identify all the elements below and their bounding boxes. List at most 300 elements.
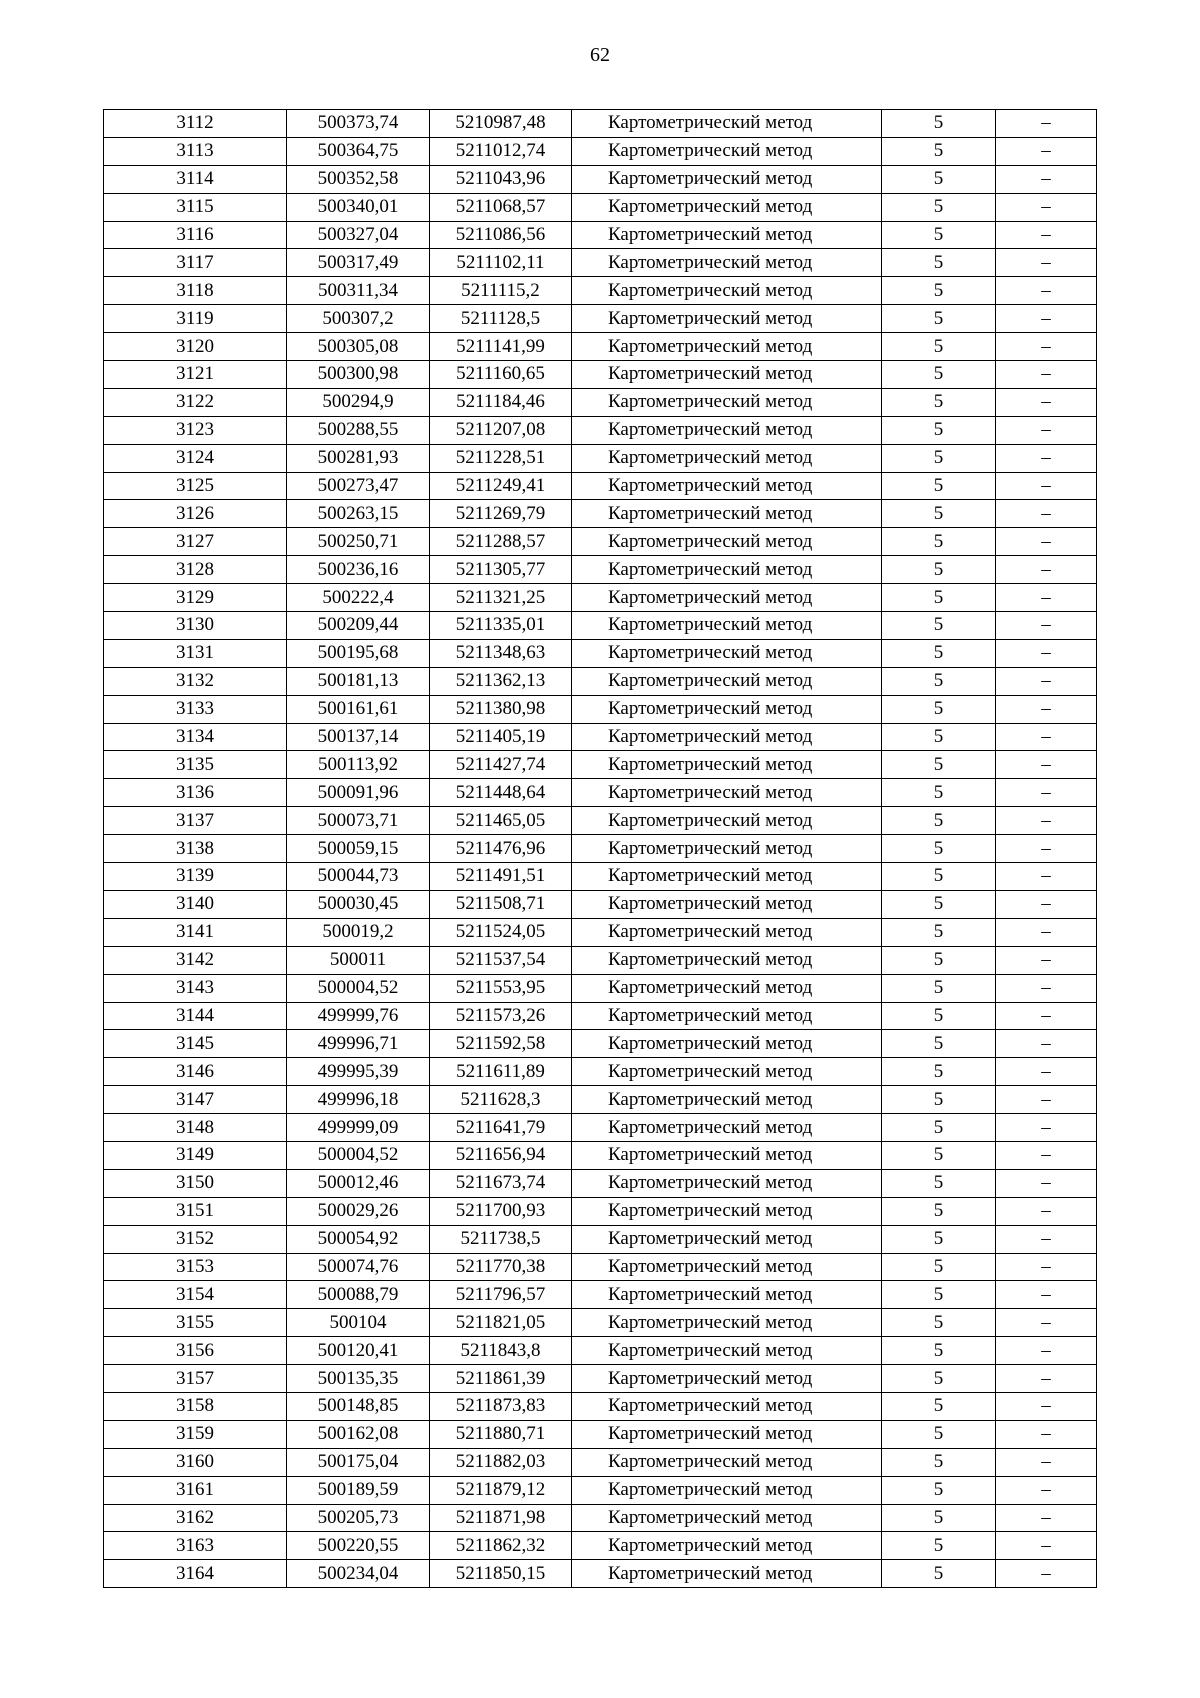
- accuracy-cell: 5: [882, 1532, 996, 1560]
- y-coordinate-cell: 5211882,03: [430, 1448, 572, 1476]
- point-number-cell: 3120: [104, 333, 287, 361]
- accuracy-cell: 5: [882, 974, 996, 1002]
- method-cell: Картометрический метод: [572, 388, 882, 416]
- note-cell: –: [996, 444, 1097, 472]
- method-cell: Картометрический метод: [572, 500, 882, 528]
- y-coordinate-cell: 5211068,57: [430, 193, 572, 221]
- note-cell: –: [996, 277, 1097, 305]
- note-cell: –: [996, 1197, 1097, 1225]
- accuracy-cell: 5: [882, 249, 996, 277]
- method-cell: Картометрический метод: [572, 472, 882, 500]
- x-coordinate-cell: 500263,15: [287, 500, 430, 528]
- method-cell: Картометрический метод: [572, 110, 882, 138]
- x-coordinate-cell: 500236,16: [287, 556, 430, 584]
- y-coordinate-cell: 5211850,15: [430, 1560, 572, 1588]
- point-number-cell: 3119: [104, 305, 287, 333]
- point-number-cell: 3138: [104, 835, 287, 863]
- y-coordinate-cell: 5211700,93: [430, 1197, 572, 1225]
- table-row: [104, 751, 1097, 779]
- note-cell: –: [996, 1086, 1097, 1114]
- note-cell: –: [996, 612, 1097, 640]
- note-cell: –: [996, 165, 1097, 193]
- accuracy-cell: 5: [882, 1420, 996, 1448]
- accuracy-cell: 5: [882, 444, 996, 472]
- accuracy-cell: 5: [882, 890, 996, 918]
- table-row: [104, 305, 1097, 333]
- y-coordinate-cell: 5211465,05: [430, 807, 572, 835]
- point-number-cell: 3143: [104, 974, 287, 1002]
- note-cell: –: [996, 1058, 1097, 1086]
- x-coordinate-cell: 500074,76: [287, 1253, 430, 1281]
- y-coordinate-cell: 5211770,38: [430, 1253, 572, 1281]
- note-cell: –: [996, 751, 1097, 779]
- x-coordinate-cell: 500162,08: [287, 1420, 430, 1448]
- method-cell: Картометрический метод: [572, 1169, 882, 1197]
- y-coordinate-cell: 5211628,3: [430, 1086, 572, 1114]
- point-number-cell: 3142: [104, 946, 287, 974]
- x-coordinate-cell: 500209,44: [287, 612, 430, 640]
- accuracy-cell: 5: [882, 472, 996, 500]
- method-cell: Картометрический метод: [572, 556, 882, 584]
- x-coordinate-cell: 500234,04: [287, 1560, 430, 1588]
- accuracy-cell: 5: [882, 863, 996, 891]
- x-coordinate-cell: 500373,74: [287, 110, 430, 138]
- x-coordinate-cell: 500004,52: [287, 974, 430, 1002]
- table-row: [104, 1365, 1097, 1393]
- table-row: [104, 612, 1097, 640]
- note-cell: –: [996, 863, 1097, 891]
- accuracy-cell: 5: [882, 779, 996, 807]
- y-coordinate-cell: 5211861,39: [430, 1365, 572, 1393]
- y-coordinate-cell: 5211228,51: [430, 444, 572, 472]
- accuracy-cell: 5: [882, 361, 996, 389]
- point-number-cell: 3137: [104, 807, 287, 835]
- table-row: [104, 667, 1097, 695]
- method-cell: Картометрический метод: [572, 974, 882, 1002]
- point-number-cell: 3134: [104, 723, 287, 751]
- y-coordinate-cell: 5211738,5: [430, 1225, 572, 1253]
- y-coordinate-cell: 5211086,56: [430, 221, 572, 249]
- method-cell: Картометрический метод: [572, 946, 882, 974]
- point-number-cell: 3129: [104, 584, 287, 612]
- note-cell: –: [996, 416, 1097, 444]
- accuracy-cell: 5: [882, 807, 996, 835]
- point-number-cell: 3140: [104, 890, 287, 918]
- note-cell: –: [996, 695, 1097, 723]
- method-cell: Картометрический метод: [572, 584, 882, 612]
- note-cell: –: [996, 1476, 1097, 1504]
- note-cell: –: [996, 1281, 1097, 1309]
- method-cell: Картометрический метод: [572, 221, 882, 249]
- y-coordinate-cell: 5211115,2: [430, 277, 572, 305]
- table-row: [104, 1030, 1097, 1058]
- table-row: [104, 444, 1097, 472]
- x-coordinate-cell: 500029,26: [287, 1197, 430, 1225]
- accuracy-cell: 5: [882, 1560, 996, 1588]
- table-row: [104, 835, 1097, 863]
- table-row: [104, 918, 1097, 946]
- y-coordinate-cell: 5211405,19: [430, 723, 572, 751]
- x-coordinate-cell: 500011: [287, 946, 430, 974]
- point-number-cell: 3135: [104, 751, 287, 779]
- method-cell: Картометрический метод: [572, 723, 882, 751]
- point-number-cell: 3158: [104, 1392, 287, 1420]
- x-coordinate-cell: 500189,59: [287, 1476, 430, 1504]
- x-coordinate-cell: 500088,79: [287, 1281, 430, 1309]
- table-row: [104, 528, 1097, 556]
- note-cell: –: [996, 835, 1097, 863]
- accuracy-cell: 5: [882, 667, 996, 695]
- accuracy-cell: 5: [882, 695, 996, 723]
- x-coordinate-cell: 500137,14: [287, 723, 430, 751]
- y-coordinate-cell: 5211611,89: [430, 1058, 572, 1086]
- accuracy-cell: 5: [882, 1392, 996, 1420]
- method-cell: Картометрический метод: [572, 193, 882, 221]
- table-row: [104, 361, 1097, 389]
- point-number-cell: 3147: [104, 1086, 287, 1114]
- point-number-cell: 3157: [104, 1365, 287, 1393]
- accuracy-cell: 5: [882, 1114, 996, 1142]
- table-row: [104, 500, 1097, 528]
- y-coordinate-cell: 5211843,8: [430, 1337, 572, 1365]
- table-row: [104, 1253, 1097, 1281]
- note-cell: –: [996, 472, 1097, 500]
- accuracy-cell: 5: [882, 584, 996, 612]
- note-cell: –: [996, 1141, 1097, 1169]
- method-cell: Картометрический метод: [572, 779, 882, 807]
- note-cell: –: [996, 1560, 1097, 1588]
- y-coordinate-cell: 5211160,65: [430, 361, 572, 389]
- table-row: [104, 165, 1097, 193]
- method-cell: Картометрический метод: [572, 361, 882, 389]
- x-coordinate-cell: 500250,71: [287, 528, 430, 556]
- method-cell: Картометрический метод: [572, 1309, 882, 1337]
- point-number-cell: 3164: [104, 1560, 287, 1588]
- x-coordinate-cell: 500311,34: [287, 277, 430, 305]
- accuracy-cell: 5: [882, 1504, 996, 1532]
- y-coordinate-cell: 5211592,58: [430, 1030, 572, 1058]
- table-row: [104, 1281, 1097, 1309]
- table-row: [104, 1002, 1097, 1030]
- accuracy-cell: 5: [882, 751, 996, 779]
- accuracy-cell: 5: [882, 305, 996, 333]
- table-row: [104, 388, 1097, 416]
- y-coordinate-cell: 5211362,13: [430, 667, 572, 695]
- x-coordinate-cell: 499995,39: [287, 1058, 430, 1086]
- y-coordinate-cell: 5211553,95: [430, 974, 572, 1002]
- accuracy-cell: 5: [882, 946, 996, 974]
- x-coordinate-cell: 500300,98: [287, 361, 430, 389]
- x-coordinate-cell: 500294,9: [287, 388, 430, 416]
- table-row: [104, 1309, 1097, 1337]
- method-cell: Картометрический метод: [572, 890, 882, 918]
- accuracy-cell: 5: [882, 416, 996, 444]
- note-cell: –: [996, 779, 1097, 807]
- accuracy-cell: 5: [882, 221, 996, 249]
- accuracy-cell: 5: [882, 1197, 996, 1225]
- method-cell: Картометрический метод: [572, 1337, 882, 1365]
- table-row: [104, 863, 1097, 891]
- point-number-cell: 3132: [104, 667, 287, 695]
- table-row: [104, 333, 1097, 361]
- accuracy-cell: 5: [882, 1086, 996, 1114]
- x-coordinate-cell: 499996,71: [287, 1030, 430, 1058]
- table-row: [104, 416, 1097, 444]
- y-coordinate-cell: 5211012,74: [430, 137, 572, 165]
- accuracy-cell: 5: [882, 1281, 996, 1309]
- table-row: [104, 1225, 1097, 1253]
- point-number-cell: 3149: [104, 1141, 287, 1169]
- point-number-cell: 3121: [104, 361, 287, 389]
- accuracy-cell: 5: [882, 333, 996, 361]
- note-cell: –: [996, 1169, 1097, 1197]
- y-coordinate-cell: 5211427,74: [430, 751, 572, 779]
- point-number-cell: 3115: [104, 193, 287, 221]
- x-coordinate-cell: 500120,41: [287, 1337, 430, 1365]
- table-row: [104, 193, 1097, 221]
- note-cell: –: [996, 249, 1097, 277]
- accuracy-cell: 5: [882, 612, 996, 640]
- method-cell: Картометрический метод: [572, 1030, 882, 1058]
- method-cell: Картометрический метод: [572, 1002, 882, 1030]
- note-cell: –: [996, 1030, 1097, 1058]
- point-number-cell: 3139: [104, 863, 287, 891]
- method-cell: Картометрический метод: [572, 1560, 882, 1588]
- method-cell: Картометрический метод: [572, 918, 882, 946]
- method-cell: Картометрический метод: [572, 1141, 882, 1169]
- point-number-cell: 3136: [104, 779, 287, 807]
- x-coordinate-cell: 500317,49: [287, 249, 430, 277]
- note-cell: –: [996, 1392, 1097, 1420]
- point-number-cell: 3159: [104, 1420, 287, 1448]
- x-coordinate-cell: 500012,46: [287, 1169, 430, 1197]
- method-cell: Картометрический метод: [572, 835, 882, 863]
- y-coordinate-cell: 5211796,57: [430, 1281, 572, 1309]
- y-coordinate-cell: 5211269,79: [430, 500, 572, 528]
- accuracy-cell: 5: [882, 277, 996, 305]
- x-coordinate-cell: 500148,85: [287, 1392, 430, 1420]
- accuracy-cell: 5: [882, 1448, 996, 1476]
- table-row: [104, 1392, 1097, 1420]
- x-coordinate-cell: 500019,2: [287, 918, 430, 946]
- y-coordinate-cell: 5211321,25: [430, 584, 572, 612]
- point-number-cell: 3113: [104, 137, 287, 165]
- x-coordinate-cell: 500175,04: [287, 1448, 430, 1476]
- y-coordinate-cell: 5211128,5: [430, 305, 572, 333]
- point-number-cell: 3141: [104, 918, 287, 946]
- method-cell: Картометрический метод: [572, 1086, 882, 1114]
- x-coordinate-cell: 500054,92: [287, 1225, 430, 1253]
- point-number-cell: 3114: [104, 165, 287, 193]
- x-coordinate-cell: 500091,96: [287, 779, 430, 807]
- point-number-cell: 3163: [104, 1532, 287, 1560]
- x-coordinate-cell: 500273,47: [287, 472, 430, 500]
- y-coordinate-cell: 5211380,98: [430, 695, 572, 723]
- x-coordinate-cell: 500205,73: [287, 1504, 430, 1532]
- accuracy-cell: 5: [882, 193, 996, 221]
- table-row: [104, 1532, 1097, 1560]
- note-cell: –: [996, 1504, 1097, 1532]
- x-coordinate-cell: 499999,76: [287, 1002, 430, 1030]
- y-coordinate-cell: 5211141,99: [430, 333, 572, 361]
- point-number-cell: 3125: [104, 472, 287, 500]
- x-coordinate-cell: 500327,04: [287, 221, 430, 249]
- table-row: [104, 584, 1097, 612]
- method-cell: Картометрический метод: [572, 1532, 882, 1560]
- method-cell: Картометрический метод: [572, 1058, 882, 1086]
- table-row: [104, 639, 1097, 667]
- point-number-cell: 3127: [104, 528, 287, 556]
- y-coordinate-cell: 5211448,64: [430, 779, 572, 807]
- method-cell: Картометрический метод: [572, 137, 882, 165]
- method-cell: Картометрический метод: [572, 1504, 882, 1532]
- x-coordinate-cell: 500113,92: [287, 751, 430, 779]
- method-cell: Картометрический метод: [572, 863, 882, 891]
- table-row: [104, 1169, 1097, 1197]
- y-coordinate-cell: 5211873,83: [430, 1392, 572, 1420]
- y-coordinate-cell: 5211524,05: [430, 918, 572, 946]
- x-coordinate-cell: 500195,68: [287, 639, 430, 667]
- y-coordinate-cell: 5211305,77: [430, 556, 572, 584]
- y-coordinate-cell: 5211043,96: [430, 165, 572, 193]
- accuracy-cell: 5: [882, 110, 996, 138]
- table-row: [104, 1448, 1097, 1476]
- x-coordinate-cell: 500281,93: [287, 444, 430, 472]
- accuracy-cell: 5: [882, 556, 996, 584]
- method-cell: Картометрический метод: [572, 1448, 882, 1476]
- point-number-cell: 3118: [104, 277, 287, 305]
- point-number-cell: 3150: [104, 1169, 287, 1197]
- y-coordinate-cell: 5211573,26: [430, 1002, 572, 1030]
- x-coordinate-cell: 500340,01: [287, 193, 430, 221]
- y-coordinate-cell: 5211879,12: [430, 1476, 572, 1504]
- y-coordinate-cell: 5211508,71: [430, 890, 572, 918]
- accuracy-cell: 5: [882, 528, 996, 556]
- method-cell: Картометрический метод: [572, 416, 882, 444]
- y-coordinate-cell: 5211862,32: [430, 1532, 572, 1560]
- x-coordinate-cell: 499999,09: [287, 1114, 430, 1142]
- accuracy-cell: 5: [882, 1337, 996, 1365]
- accuracy-cell: 5: [882, 1030, 996, 1058]
- method-cell: Картометрический метод: [572, 1476, 882, 1504]
- method-cell: Картометрический метод: [572, 751, 882, 779]
- y-coordinate-cell: 5211641,79: [430, 1114, 572, 1142]
- point-number-cell: 3145: [104, 1030, 287, 1058]
- y-coordinate-cell: 5211880,71: [430, 1420, 572, 1448]
- x-coordinate-cell: 500181,13: [287, 667, 430, 695]
- method-cell: Картометрический метод: [572, 1392, 882, 1420]
- x-coordinate-cell: 500135,35: [287, 1365, 430, 1393]
- note-cell: –: [996, 221, 1097, 249]
- table-row: [104, 1560, 1097, 1588]
- table-row: [104, 1476, 1097, 1504]
- table-row: [104, 1420, 1097, 1448]
- note-cell: –: [996, 639, 1097, 667]
- note-cell: –: [996, 333, 1097, 361]
- note-cell: –: [996, 361, 1097, 389]
- table-row: [104, 807, 1097, 835]
- table-row: [104, 1058, 1097, 1086]
- accuracy-cell: 5: [882, 1476, 996, 1504]
- point-number-cell: 3148: [104, 1114, 287, 1142]
- table-row: [104, 974, 1097, 1002]
- table-row: [104, 1504, 1097, 1532]
- point-number-cell: 3112: [104, 110, 287, 138]
- table-row: [104, 277, 1097, 305]
- y-coordinate-cell: 5211673,74: [430, 1169, 572, 1197]
- method-cell: Картометрический метод: [572, 277, 882, 305]
- note-cell: –: [996, 974, 1097, 1002]
- table-row: [104, 137, 1097, 165]
- note-cell: –: [996, 193, 1097, 221]
- method-cell: Картометрический метод: [572, 1197, 882, 1225]
- accuracy-cell: 5: [882, 1169, 996, 1197]
- y-coordinate-cell: 5211288,57: [430, 528, 572, 556]
- accuracy-cell: 5: [882, 1365, 996, 1393]
- coordinates-table: [103, 109, 1097, 1588]
- x-coordinate-cell: 500044,73: [287, 863, 430, 891]
- point-number-cell: 3144: [104, 1002, 287, 1030]
- table-row: [104, 890, 1097, 918]
- method-cell: Картометрический метод: [572, 639, 882, 667]
- accuracy-cell: 5: [882, 639, 996, 667]
- x-coordinate-cell: 500220,55: [287, 1532, 430, 1560]
- note-cell: –: [996, 946, 1097, 974]
- note-cell: –: [996, 918, 1097, 946]
- method-cell: Картометрический метод: [572, 333, 882, 361]
- x-coordinate-cell: 500030,45: [287, 890, 430, 918]
- x-coordinate-cell: 500059,15: [287, 835, 430, 863]
- y-coordinate-cell: 5211476,96: [430, 835, 572, 863]
- note-cell: –: [996, 1448, 1097, 1476]
- method-cell: Картометрический метод: [572, 528, 882, 556]
- table-row: [104, 1197, 1097, 1225]
- point-number-cell: 3130: [104, 612, 287, 640]
- accuracy-cell: 5: [882, 1309, 996, 1337]
- y-coordinate-cell: 5211871,98: [430, 1504, 572, 1532]
- method-cell: Картометрический метод: [572, 165, 882, 193]
- accuracy-cell: 5: [882, 165, 996, 193]
- y-coordinate-cell: 5210987,48: [430, 110, 572, 138]
- accuracy-cell: 5: [882, 1225, 996, 1253]
- accuracy-cell: 5: [882, 723, 996, 751]
- method-cell: Картометрический метод: [572, 249, 882, 277]
- y-coordinate-cell: 5211102,11: [430, 249, 572, 277]
- table-row: [104, 1337, 1097, 1365]
- table-row: [104, 249, 1097, 277]
- point-number-cell: 3161: [104, 1476, 287, 1504]
- accuracy-cell: 5: [882, 1141, 996, 1169]
- y-coordinate-cell: 5211491,51: [430, 863, 572, 891]
- table-row: [104, 1114, 1097, 1142]
- x-coordinate-cell: 500352,58: [287, 165, 430, 193]
- table-row: [104, 1141, 1097, 1169]
- point-number-cell: 3123: [104, 416, 287, 444]
- accuracy-cell: 5: [882, 835, 996, 863]
- point-number-cell: 3154: [104, 1281, 287, 1309]
- accuracy-cell: 5: [882, 500, 996, 528]
- method-cell: Картометрический метод: [572, 444, 882, 472]
- note-cell: –: [996, 807, 1097, 835]
- note-cell: –: [996, 723, 1097, 751]
- point-number-cell: 3128: [104, 556, 287, 584]
- table-row: [104, 221, 1097, 249]
- point-number-cell: 3160: [104, 1448, 287, 1476]
- y-coordinate-cell: 5211348,63: [430, 639, 572, 667]
- note-cell: –: [996, 1253, 1097, 1281]
- method-cell: Картометрический метод: [572, 695, 882, 723]
- x-coordinate-cell: 500004,52: [287, 1141, 430, 1169]
